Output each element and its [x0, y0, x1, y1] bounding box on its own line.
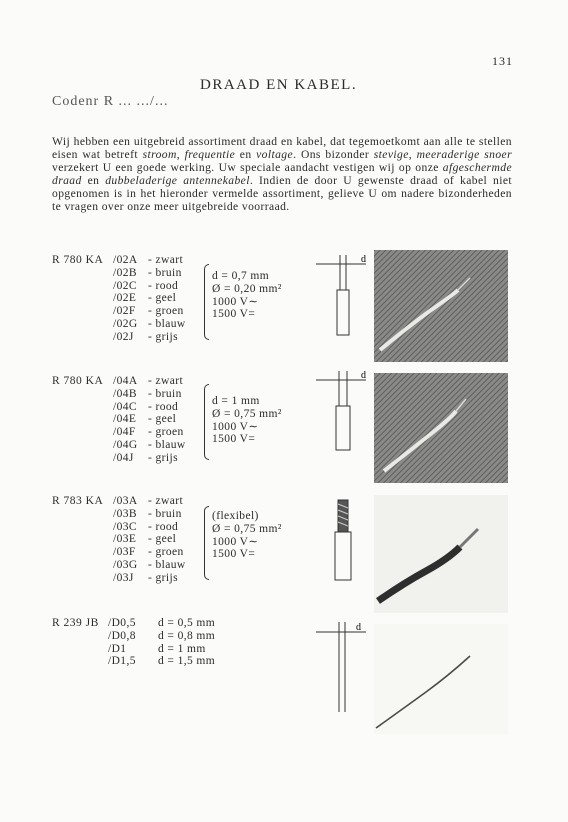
page-title: DRAAD EN KABEL. [200, 77, 358, 93]
color-list [148, 495, 186, 585]
wire-photo [374, 624, 508, 734]
spec-line: d = 1,5 mm [158, 655, 216, 668]
color-name: - zwart [148, 254, 184, 266]
variant-code: /D1,5 [108, 655, 136, 668]
spec-line: d = 0,7 mm [212, 270, 270, 282]
spec-line: 1500 V= [212, 433, 256, 446]
color-name: - groen [148, 546, 184, 559]
variant-code: /02F [113, 305, 136, 318]
variant-code: /03F [113, 546, 136, 559]
color-name: - zwart [148, 375, 184, 387]
wire-diagram [310, 250, 372, 350]
brace [204, 264, 209, 340]
color-name: - blauw [148, 558, 186, 571]
variant-code: /D0,5 [108, 617, 136, 629]
variant-code: /02A [113, 254, 138, 266]
variant-code: /02C [113, 279, 137, 292]
wire-photo [374, 373, 508, 483]
color-list [148, 375, 186, 465]
code-number-line: Codenr R ... .../... [52, 94, 169, 109]
color-name: - bruin [148, 266, 182, 279]
diameter-label: d [356, 622, 361, 633]
color-name: - groen [148, 305, 184, 318]
wire-photo [374, 495, 508, 613]
variant-code: /04F [113, 426, 136, 439]
spec-line: 1000 V∼ [212, 420, 259, 433]
variant-list [113, 375, 138, 465]
variant-code: /04B [113, 387, 137, 400]
spec-line: d = 0,8 mm [158, 629, 216, 642]
spec-list [212, 270, 282, 321]
color-name: - blauw [148, 438, 186, 451]
wire-photo [374, 250, 508, 362]
color-name: - rood [148, 400, 179, 413]
variant-code: /04A [113, 375, 138, 387]
variant-code: /03A [113, 495, 138, 507]
variant-code: /03J [113, 571, 134, 584]
color-name: - grijs [148, 571, 178, 584]
variant-code: /04G [113, 438, 138, 451]
variant-code: /02E [113, 292, 137, 305]
color-name: - blauw [148, 317, 186, 330]
wire-diagram [310, 368, 372, 480]
intro-paragraph: Wij hebben een uitgebreid assortiment draad en kabel, dat tegemoetkomt aan alle te stellen eisen wat betreft stroom, frequentie en voltage. Ons bizonder stevige, meeraderige snoer verzekert U een goede werking. Uw speciale aandacht vestigen wij op onze afgeschermde draad en dubbeladerige antennekabel. Indien de door U gewenste draad of kabel niet opgenomen is in het hieronder vermelde assortiment, gelieve U om nadere bizonderheden te vragen over onze meer uitgebreide voorraad. [52, 134, 512, 213]
variant-code: /03G [113, 558, 138, 571]
variant-code: /04J [113, 451, 134, 464]
variant-code: /03E [113, 533, 137, 546]
variant-list [113, 495, 138, 585]
spec-line: Ø = 0,75 mm² [212, 407, 282, 420]
spec-line: Ø = 0,75 mm² [212, 522, 282, 535]
variant-code: /04C [113, 400, 137, 413]
color-list [148, 254, 186, 344]
color-name: - zwart [148, 495, 184, 507]
stranded-wire-diagram [310, 492, 372, 592]
color-name: - bruin [148, 507, 182, 520]
variant-list [113, 254, 138, 344]
variant-code: /03C [113, 520, 137, 533]
brace [204, 506, 209, 580]
color-name: - geel [148, 413, 177, 426]
color-name: - groen [148, 426, 184, 439]
variant-list [108, 617, 136, 668]
diameter-label: d [361, 254, 366, 265]
color-name: - grijs [148, 330, 178, 343]
spec-line: d = 1 mm [158, 642, 206, 655]
spec-list [212, 510, 282, 561]
variant-code: /02J [113, 330, 134, 343]
spec-line: 1500 V= [212, 308, 256, 321]
variant-code: /03B [113, 507, 137, 520]
spec-list [212, 395, 282, 446]
variant-code: /D0,8 [108, 629, 136, 642]
product-code: R 783 KA [52, 495, 104, 507]
spec-line: 1000 V∼ [212, 295, 259, 308]
variant-code: /02G [113, 317, 138, 330]
spec-line: 1000 V∼ [212, 535, 259, 548]
color-name: - rood [148, 279, 179, 292]
brace [204, 384, 209, 460]
spec-line: d = 0,5 mm [158, 617, 216, 629]
spec-line: (flexibel) [212, 510, 259, 522]
product-code: R 239 JB [52, 617, 99, 629]
spec-line: 1500 V= [212, 548, 256, 561]
color-name: - bruin [148, 387, 182, 400]
page-number: 131 [492, 54, 513, 68]
color-name: - rood [148, 520, 179, 533]
variant-code: /D1 [108, 642, 127, 655]
variant-code: /04E [113, 413, 137, 426]
color-name: - geel [148, 292, 177, 305]
spec-list [158, 617, 215, 668]
diameter-label: d [361, 370, 366, 381]
product-code: R 780 KA [52, 375, 104, 387]
variant-code: /02B [113, 266, 137, 279]
bare-wire-diagram [312, 612, 372, 720]
color-name: - geel [148, 533, 177, 546]
spec-line: d = 1 mm [212, 395, 260, 407]
color-name: - grijs [148, 451, 178, 464]
product-code: R 780 KA [52, 254, 104, 266]
spec-line: Ø = 0,20 mm² [212, 282, 282, 295]
